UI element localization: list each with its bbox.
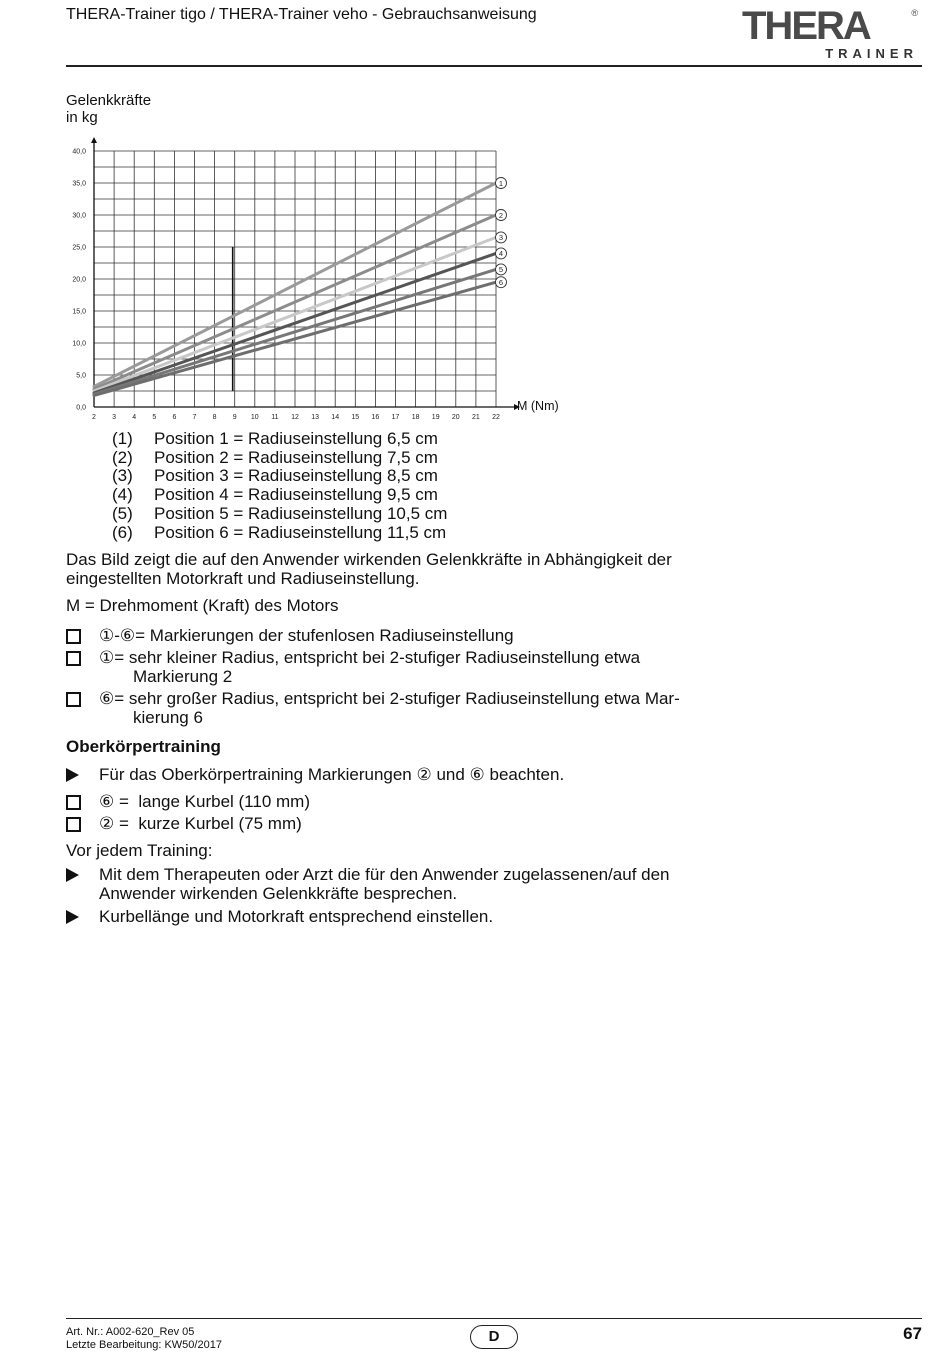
y-label-line-1: Gelenkkräfte [66, 92, 152, 109]
x-tick-label: 16 [371, 414, 380, 421]
series-end-label: 4 [498, 249, 504, 259]
chart-legend [112, 430, 447, 542]
y-tick-label: 15,0 [72, 308, 86, 316]
legend-text: Position 1 = Radiuseinstellung 6,5 cm [154, 429, 438, 448]
checklist-text: ①= sehr kleiner Radius, entspricht bei 2-stufiger Radiuseinstellung etwa [99, 648, 641, 667]
checklist-text: ⑥ = lange Kurbel (110 mm) [99, 792, 310, 811]
legend-row [112, 486, 447, 505]
checklist-item [66, 792, 310, 814]
legend-number: (2) [112, 447, 133, 467]
legend-row [112, 505, 447, 524]
legend-text: Position 6 = Radiuseinstellung 11,5 cm [154, 522, 447, 542]
page-number: 67 [903, 1324, 922, 1343]
checkbox-icon [66, 692, 81, 707]
x-tick-label: 12 [291, 414, 299, 421]
checklist-text: ② = kurze Kurbel (75 mm) [99, 814, 302, 833]
x-tick-label: 8 [212, 414, 217, 421]
legend-number: (5) [112, 503, 133, 523]
x-tick-label: 19 [431, 414, 440, 421]
x-tick-label: 5 [152, 414, 157, 421]
checkbox-icon [66, 651, 81, 666]
y-tick-label: 30,0 [72, 212, 86, 220]
series-end-label: 3 [498, 233, 504, 243]
x-tick-label: 6 [172, 414, 177, 421]
checkbox-icon [66, 629, 81, 644]
x-tick-label: 20 [451, 414, 460, 421]
legend-number: (3) [112, 466, 133, 486]
x-tick-label: 2 [92, 414, 96, 421]
instruction-text-cont: Anwender wirkenden Gelenkkräfte besprechen. [99, 884, 458, 903]
arrow-icon [66, 868, 79, 882]
x-tick-label: 13 [311, 414, 319, 421]
legend-text: Position 5 = Radiuseinstellung 10,5 cm [154, 503, 448, 523]
before-training-label: Vor jedem Training: [66, 841, 213, 860]
joint-force-chart [66, 136, 576, 426]
last-edited: Letzte Bearbeitung: KW50/2017 [66, 1339, 222, 1351]
legend-row [112, 467, 447, 486]
y-tick-label: 35,0 [72, 180, 86, 188]
legend-row [112, 524, 447, 543]
x-tick-label: 17 [391, 414, 400, 421]
x-tick-label: 3 [112, 414, 117, 421]
arrow-icon [66, 768, 79, 782]
instruction-item [66, 765, 564, 786]
legend-row [112, 430, 447, 449]
y-tick-label: 20,0 [72, 276, 86, 284]
logo-registered-mark: ® [911, 8, 918, 18]
torque-definition: M = Drehmoment (Kraft) des Motors [66, 596, 339, 615]
x-tick-label: 7 [192, 414, 197, 421]
document-title: THERA-Trainer tigo / THERA-Trainer veho - Gebrauchsanweisung [66, 6, 537, 23]
checklist-item [66, 814, 302, 836]
x-tick-label: 4 [132, 414, 137, 421]
x-tick-label: 14 [331, 414, 340, 421]
checklist-item [66, 689, 680, 727]
language-badge: D [470, 1325, 518, 1349]
footer-meta [66, 1326, 222, 1352]
y-tick-label: 25,0 [72, 244, 86, 252]
instruction-item [66, 907, 493, 928]
checklist-item [66, 648, 640, 686]
legend-number: (6) [112, 522, 133, 542]
x-tick-label: 10 [250, 414, 259, 421]
checklist-text-cont: kierung 6 [133, 708, 203, 727]
y-tick-label: 5,0 [76, 372, 86, 380]
instruction-text: Mit dem Therapeuten oder Arzt die für den Anwender zugelassenen/auf den [99, 865, 670, 884]
checkbox-icon [66, 795, 81, 810]
arrow-icon [66, 910, 79, 924]
y-tick-label: 0,0 [76, 404, 86, 412]
checkbox-icon [66, 817, 81, 832]
checklist-text: ⑥= sehr großer Radius, entspricht bei 2-stufiger Radiuseinstellung etwa Mar- [99, 689, 680, 708]
x-tick-label: 18 [411, 414, 420, 421]
description-paragraph: Das Bild zeigt die auf den Anwender wirkenden Gelenkkräfte in Abhängigkeit der eingestellten Motorkraft und Radiuseinstellung. [66, 550, 672, 588]
logo-subline: TRAINER [825, 46, 918, 61]
legend-number: (4) [112, 485, 133, 505]
legend-text: Position 2 = Radiuseinstellung 7,5 cm [154, 447, 438, 467]
section-heading: Oberkörpertraining [66, 737, 221, 756]
instruction-text: Kurbellänge und Motorkraft entsprechend einstellen. [99, 907, 494, 926]
x-tick-label: 22 [492, 414, 500, 421]
chart-y-axis-label [66, 92, 151, 126]
instruction-item [66, 865, 670, 903]
legend-text: Position 3 = Radiuseinstellung 8,5 cm [154, 466, 438, 486]
y-label-line-2: in kg [66, 109, 98, 126]
x-axis-label: M (Nm) [517, 399, 559, 413]
checklist-text-cont: Markierung 2 [133, 667, 233, 686]
footer-rule [66, 1318, 922, 1319]
x-tick-label: 11 [271, 414, 279, 421]
legend-row [112, 449, 447, 468]
instruction-text: Für das Oberkörpertraining Markierungen ② und ⑥ beachten. [99, 765, 565, 784]
series-end-label: 5 [498, 265, 504, 275]
series-end-label: 1 [498, 178, 504, 188]
checklist-item [66, 626, 514, 648]
x-tick-label: 15 [351, 414, 360, 421]
y-tick-label: 10,0 [72, 340, 86, 348]
x-tick-label: 21 [472, 414, 480, 421]
legend-text: Position 4 = Radiuseinstellung 9,5 cm [154, 485, 438, 505]
thera-trainer-logo [742, 6, 922, 62]
article-number: Art. Nr.: A002-620_Rev 05 [66, 1326, 195, 1338]
y-axis-arrow [91, 137, 97, 143]
series-end-label: 6 [498, 278, 504, 287]
series-end-label: 2 [498, 210, 504, 220]
logo-wordmark: THERA [742, 4, 870, 48]
legend-number: (1) [112, 429, 133, 448]
header-rule [66, 65, 922, 67]
checklist-text: ①-⑥= Markierungen der stufenlosen Radiuseinstellung [99, 626, 514, 645]
x-tick-label: 9 [232, 414, 237, 421]
y-tick-label: 40,0 [72, 148, 86, 156]
